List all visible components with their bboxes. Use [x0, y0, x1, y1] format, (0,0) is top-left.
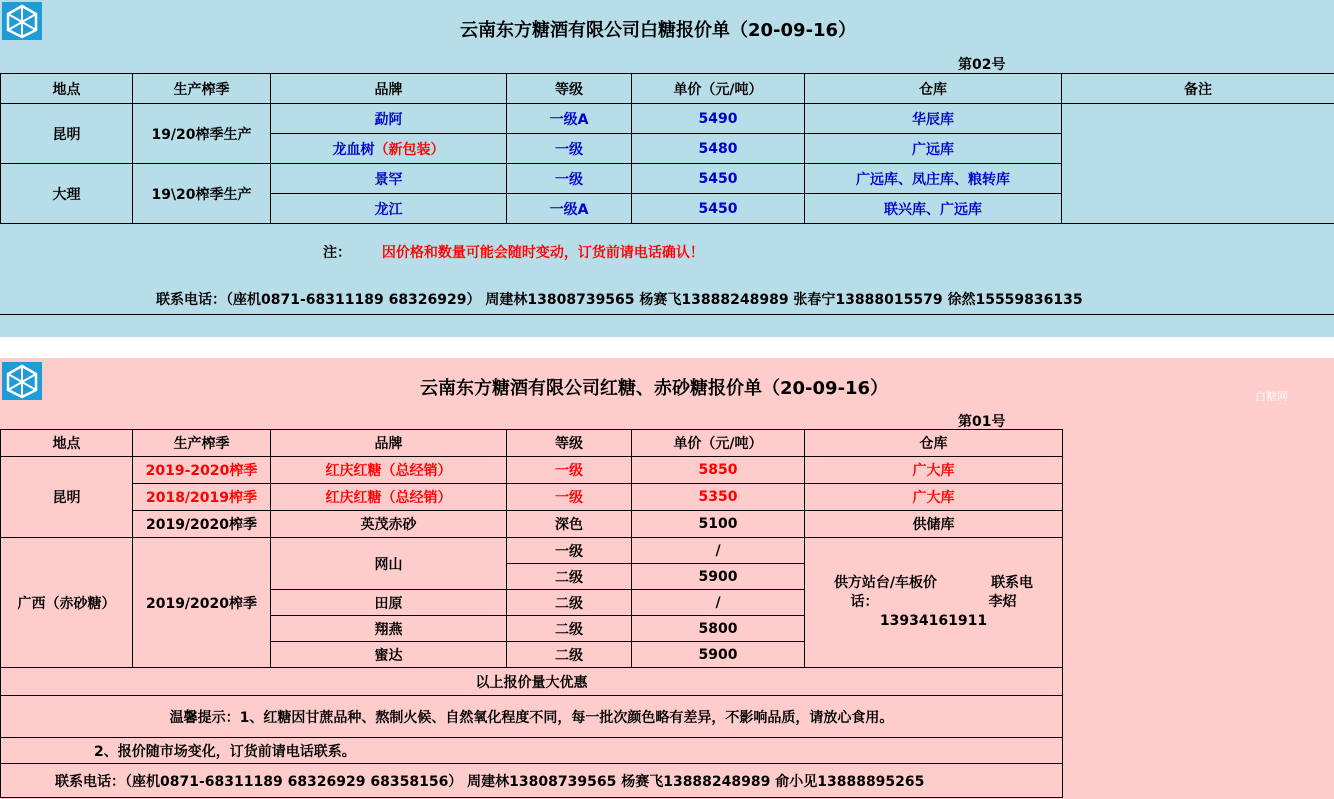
- brand-cell: 网山: [271, 538, 507, 590]
- grade-cell: 二级: [507, 590, 632, 616]
- brand-extra: （新包装）: [374, 141, 445, 158]
- brand-cell: 红庆红糖（总经销）: [271, 457, 507, 484]
- price-cell: 5480: [632, 134, 805, 164]
- brand-name: 龙血树: [332, 141, 375, 158]
- discount-text: 以上报价量大优惠: [1, 668, 1063, 696]
- price-cell: 5900: [632, 642, 805, 668]
- price-cell: 5100: [632, 511, 805, 538]
- warehouse-note-line1: [805, 574, 1062, 593]
- season-cell: 19\20榨季生产: [133, 164, 271, 224]
- white-note: [323, 242, 704, 262]
- red-contact: 联系电话：（座机0871-68311189 68326929 68358156） 周建林13808739565 杨赛飞13888248989 俞小见13888895265: [1, 764, 1063, 798]
- red-doc-number: 第01号: [958, 414, 1006, 430]
- white-contact: 联系电话：（座机0871-68311189 68326929） 周建林13808739565 杨赛飞13888248989 张春宁13888015579 徐然15559836135: [156, 292, 1083, 308]
- brand-cell: 田原: [271, 590, 507, 616]
- red-title: 云南东方糖酒有限公司红糖、赤砂糖报价单（20-09-16）: [420, 378, 889, 399]
- warehouse-note-cell: [805, 538, 1063, 668]
- location-cell: 广西（赤砂糖）: [1, 538, 133, 668]
- tip1-row: [1, 696, 1063, 738]
- brand-cell: 景罕: [271, 164, 507, 194]
- price-cell: /: [632, 538, 805, 564]
- discount-row: [1, 668, 1063, 696]
- grade-cell: 一级: [507, 164, 632, 194]
- header-grade: 等级: [507, 430, 632, 457]
- header-remark: 备注: [1062, 74, 1334, 104]
- company-logo-icon: [2, 362, 42, 400]
- warehouse-cell: 华辰库: [805, 104, 1062, 134]
- table-row: [1, 511, 1063, 538]
- header-brand: 品牌: [271, 430, 507, 457]
- warehouse-phone: 13934161911: [879, 613, 988, 629]
- red-header-row: [1, 430, 1063, 457]
- grade-cell: 一级A: [507, 104, 632, 134]
- price-cell: /: [632, 590, 805, 616]
- note-text: 因价格和数量可能会随时变动，订货前请电话确认！: [381, 245, 704, 261]
- watermark: 白糖网: [1255, 390, 1288, 403]
- season-cell: 2018/2019榨季: [133, 484, 271, 511]
- warehouse-note-line2: [805, 593, 1062, 612]
- location-cell: 大理: [1, 164, 133, 224]
- season-cell: 2019/2020榨季: [133, 538, 271, 668]
- header-warehouse: 仓库: [805, 74, 1062, 104]
- table-row: [1, 484, 1063, 511]
- warehouse-note-label: 供方站台/车板价: [833, 575, 938, 591]
- table-row: [1, 457, 1063, 484]
- price-cell: 5850: [632, 457, 805, 484]
- price-cell: 5800: [632, 616, 805, 642]
- warehouse-cell: 广大库: [805, 484, 1063, 511]
- brand-cell: [271, 134, 507, 164]
- header-price: 单价（元/吨）: [632, 74, 805, 104]
- grade-cell: 深色: [507, 511, 632, 538]
- brand-cell: 英茂赤砂: [271, 511, 507, 538]
- season-cell: 19/20榨季生产: [133, 104, 271, 164]
- warehouse-contact-label-b: 话：: [850, 594, 879, 610]
- white-doc-number: 第02号: [958, 57, 1006, 73]
- warehouse-cell: 广远库: [805, 134, 1062, 164]
- price-cell: 5900: [632, 564, 805, 590]
- table-row: [1, 538, 1063, 564]
- brand-cell: 蜜达: [271, 642, 507, 668]
- grade-cell: 一级: [507, 484, 632, 511]
- header-brand: 品牌: [271, 74, 507, 104]
- header-grade: 等级: [507, 74, 632, 104]
- red-contact-row: [1, 764, 1063, 798]
- grade-cell: 二级: [507, 642, 632, 668]
- white-bottom-divider: [0, 314, 1334, 315]
- warehouse-cell: 联兴库、广远库: [805, 194, 1062, 224]
- warehouse-cell: 供储库: [805, 511, 1063, 538]
- price-cell: 5450: [632, 164, 805, 194]
- brand-cell: 翔燕: [271, 616, 507, 642]
- brand-cell: 龙江: [271, 194, 507, 224]
- grade-cell: 二级: [507, 564, 632, 590]
- price-cell: 5450: [632, 194, 805, 224]
- tip1-text: 温馨提示：1、红糖因甘蔗品种、熬制火候、自然氧化程度不同，每一批次颜色略有差异，不影响品质，请放心食用。: [1, 696, 1063, 738]
- tip2-text: 2、报价随市场变化，订货前请电话联系。: [1, 738, 1063, 764]
- warehouse-contact-label-a: 联系电: [991, 575, 1034, 591]
- warehouse-cell: 广大库: [805, 457, 1063, 484]
- header-warehouse: 仓库: [805, 430, 1063, 457]
- price-cell: 5490: [632, 104, 805, 134]
- white-price-table: [0, 73, 1334, 224]
- white-header-row: [1, 74, 1334, 104]
- note-label: 注：: [323, 245, 351, 261]
- price-cell: 5350: [632, 484, 805, 511]
- brand-cell: 红庆红糖（总经销）: [271, 484, 507, 511]
- location-cell: 昆明: [1, 104, 133, 164]
- grade-cell: 一级: [507, 538, 632, 564]
- grade-cell: 一级: [507, 457, 632, 484]
- location-cell: 昆明: [1, 457, 133, 538]
- tip2-row: [1, 738, 1063, 764]
- remark-cell: [1062, 104, 1334, 224]
- warehouse-contact-name: 李炤: [988, 594, 1017, 610]
- header-season: 生产榨季: [133, 74, 271, 104]
- white-sugar-section: [0, 0, 1334, 337]
- warehouse-cell: 广远库、凤庄库、粮转库: [805, 164, 1062, 194]
- season-cell: 2019/2020榨季: [133, 511, 271, 538]
- grade-cell: 二级: [507, 616, 632, 642]
- white-title: 云南东方糖酒有限公司白糖报价单（20-09-16）: [460, 20, 857, 41]
- grade-cell: 一级A: [507, 194, 632, 224]
- header-price: 单价（元/吨）: [632, 430, 805, 457]
- company-logo-icon: [2, 2, 42, 40]
- brand-cell: 勐阿: [271, 104, 507, 134]
- brown-sugar-section: [0, 358, 1334, 799]
- header-season: 生产榨季: [133, 430, 271, 457]
- season-cell: 2019-2020榨季: [133, 457, 271, 484]
- header-location: 地点: [1, 74, 133, 104]
- table-row: [1, 104, 1334, 134]
- grade-cell: 一级: [507, 134, 632, 164]
- red-price-table: [0, 429, 1063, 798]
- header-location: 地点: [1, 430, 133, 457]
